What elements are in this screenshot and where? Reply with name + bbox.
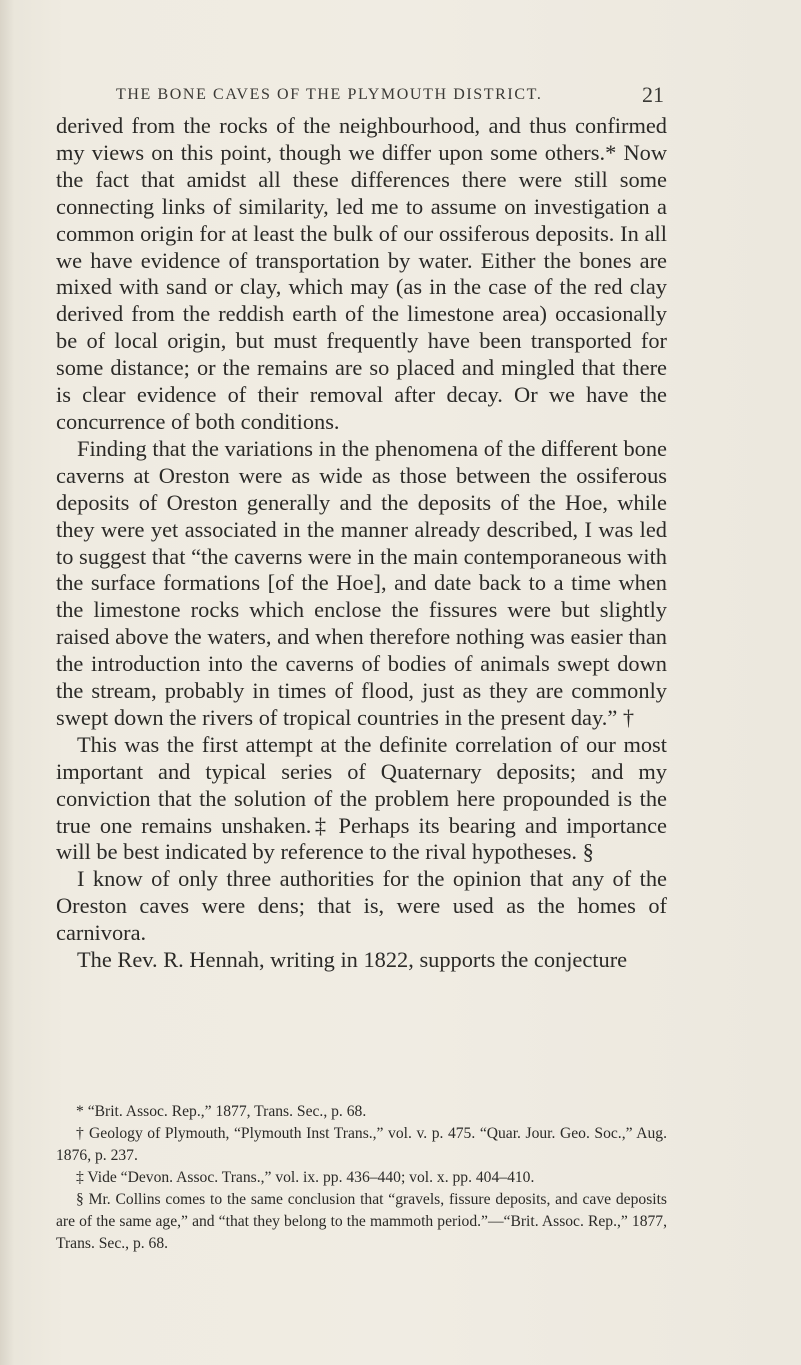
footnotes <box>56 1101 667 1255</box>
footnote-section: § Mr. Collins comes to the same conclusion that “gravels, fissure deposits, and cave deposits are of the same age,” and “that they belong to the mammoth period.”—“Brit. Assoc. Rep.,” 1877, Trans. Sec., p. 68. <box>56 1191 667 1252</box>
page-number: 21 <box>642 82 664 107</box>
paragraph-5: The Rev. R. Hennah, writing in 1822, supports the conjecture <box>77 947 628 973</box>
paragraph-4: I know of only three authorities for the opinion that any of the Oreston caves were dens; that is, were used as the homes of carnivora. <box>56 866 667 946</box>
paragraph-3: This was the first attempt at the definite correlation of our most important and typical series of Quaternary deposits; and my conviction that the solution of the problem here propounded is the true one remains unshaken.‡ Perhaps its bearing and importance will be best indicated by reference to the rival hypotheses. § <box>56 731 667 865</box>
body-text <box>56 113 667 974</box>
paragraph-1: derived from the rocks of the neighbourhood, and thus confirmed my views on this point, though we differ upon some others.* Now the fact that amidst all these differences there were still some connecting links of similarity, led me to assume on investigation a common origin for at least the bulk of our ossiferous deposits. In all we have evidence of transportation by water. Either the bones are mixed with sand or clay, which may (as in the case of the red clay derived from the reddish earth of the limestone area) occasionally be of local origin, but must frequently have been transported for some distance; or the remains are so placed and mingled that there is clear evidence of their removal after decay. Or we have the concurrence of both conditions. <box>56 113 667 434</box>
footnote-asterisk: * “Brit. Assoc. Rep.,” 1877, Trans. Sec., p. 68. <box>76 1103 367 1120</box>
footnote-dagger: † Geology of Plymouth, “Plymouth Inst Trans.,” vol. v. p. 475. “Quar. Jour. Geo. Soc.,” Aug. 1876, p. 237. <box>56 1125 667 1164</box>
running-head: THE BONE CAVES OF THE PLYMOUTH DISTRICT. <box>116 86 543 103</box>
page-header <box>116 82 664 110</box>
footnote-double-dagger: ‡ Vide “Devon. Assoc. Trans.,” vol. ix. pp. 436–440; vol. x. pp. 404–410. <box>76 1169 535 1186</box>
paragraph-2: Finding that the variations in the phenomena of the different bone caverns at Oreston were as wide as those between the ossiferous deposits of Oreston generally and the deposits of the Hoe, while they were yet associated in the manner already described, I was led to suggest that “the caverns were in the main contemporaneous with the surface formations [of the Hoe], and date back to a time when the limestone rocks which enclose the fissures were but slightly raised above the waters, and when therefore nothing was easier than the introduction into the caverns of bodies of animals swept down the stream, probably in times of flood, just as they are commonly swept down the rivers of tropical countries in the present day.” † <box>56 435 667 730</box>
page-gutter-shadow <box>0 0 14 1365</box>
